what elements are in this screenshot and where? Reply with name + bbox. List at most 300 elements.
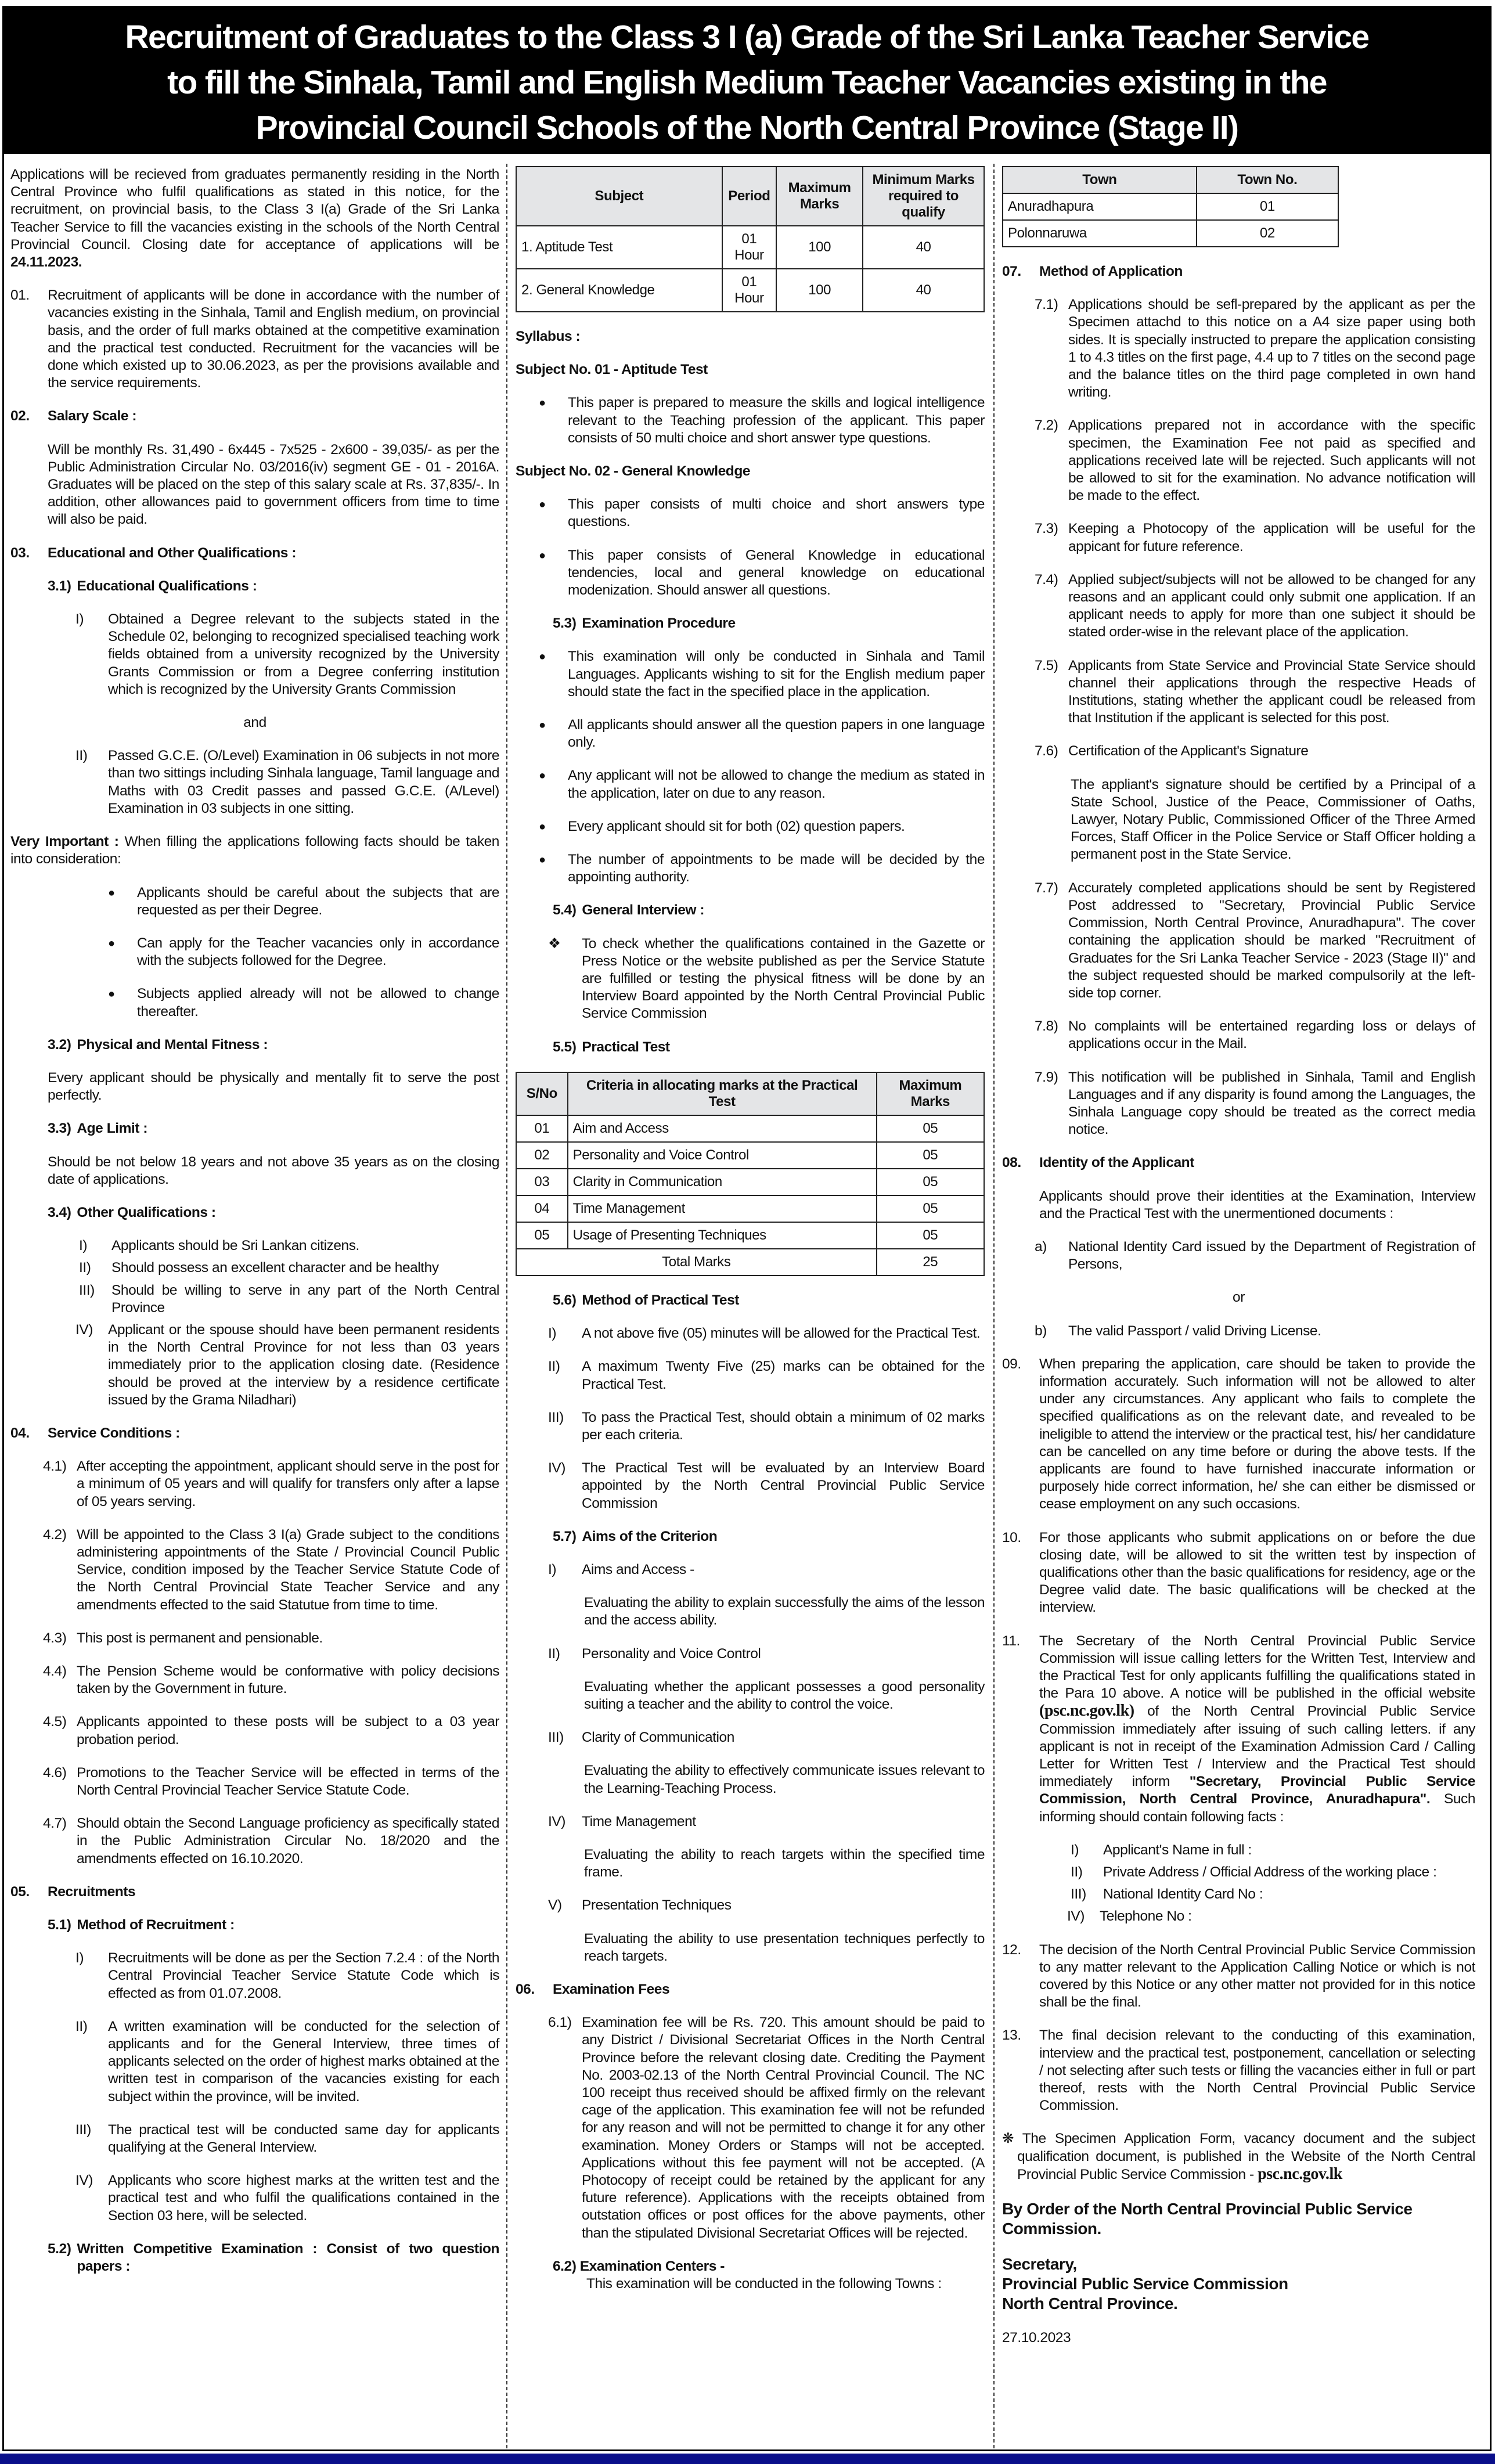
section-heading [10,1425,499,1442]
table-cell: Clarity in Communication [568,1169,877,1195]
table-cell: 04 [516,1195,568,1222]
paragraph: Applicants should prove their identities at the Examination, Interview and the Practical Test with the unermentioned documents : [1039,1188,1475,1222]
item-text: The Practical Test will be evaluated by an Interview Board appointed by the North Central Provincial Public Service Commission [582,1460,985,1511]
list-item [516,1325,985,1342]
section-heading: Syllabus : [516,329,581,344]
item-text: When preparing the application, care should be taken to provide the information accurately. Such information will not be allowed to alter under any circumstances. Any applicant who fails to complete the specified qualifications as on the relevant date, and revealed to be ineligible to attend the interview or the practical test, his/ her candidature can be cancelled on any time before or during the above tests. If the applicants are found to have furnished inaccurate information or purposely hide correct information, he/ she can either be dismissed or cease employment on any such occasions. [1039,1356,1475,1512]
table-cell: Personality and Voice Control [568,1142,877,1169]
item-text: Personality and Voice Control [582,1645,761,1662]
list-item [1002,1069,1475,1139]
table-cell: 2. General Knowledge [516,269,722,312]
list-item [516,767,985,802]
item-number: IV) [75,2173,93,2189]
list-item [10,1321,499,1409]
item-number: I) [79,1238,88,1254]
list-item [516,818,985,835]
list-item [10,2018,499,2106]
item-number: 11. [1002,1633,1020,1649]
list-item [10,1282,499,1317]
list-item [1002,1908,1475,1925]
item-text: Obtained a Degree relevant to the subjects stated in the Schedule 02, belonging to recognized specialised teaching work fields obtained from a university recognized by the University Grants Commission or from a Degree conferring institution which is recognized by the University Grants Commission [108,611,499,697]
table-cell: Polonnaruwa [1003,220,1197,247]
item-text: Any applicant will not be allowed to change the medium as stated in the application, later on due to any reason. [568,768,985,801]
footnote [1002,2130,1475,2184]
item-number: 7.8) [1035,1018,1058,1035]
list-item [516,1729,985,1746]
list-item [516,851,985,886]
item-text: Recruitment of applicants will be done in accordance with the number of vacancies existing in the Sinhala, Tamil and English medium, on provincial basis, and the order of full marks obtained at the competitive examination and the practical test conducted. Recruitment for the vacancies will be done which existed up to 30.06.2023, as per the provisions available and the service requirements. [48,287,499,391]
item-text: The number of appointments to be made will be decided by the appointing authority. [568,852,985,885]
table-cell: Usage of Presenting Techniques [568,1222,877,1249]
section-heading [10,1120,499,1137]
paragraph: Every applicant should be physically and mentally fit to serve the post perfectly. [48,1069,499,1104]
item-text: Applicants from State Service and Provincial State Service should channel their applications through the respective Heads of Institutions, stating whether the applicant coudl be released from that Institution if the applicant is selected for this post. [1068,657,1475,726]
item-text: Accurately completed applications should be sent by Registered Post addressed to "Secretary, Provincial Public Service Commission, North Central Province, Anuradhapura". The cover containing the application should be marked "Recruitment of Graduates for the Sri Lanka Teacher Service - 2023 (Stage II)" and the subject requested should be marked compulsorily at the left-side top corner. [1068,880,1475,1001]
table-row [516,226,984,269]
item-number: 6.2) [553,2258,577,2274]
list-item [10,1259,499,1277]
item-number: 7.1) [1035,297,1058,313]
list-item [1002,1886,1475,1903]
item-text: Identity of the Applicant [1039,1155,1194,1171]
paragraph: and [243,715,266,731]
item-number: III) [75,2121,91,2138]
list-item [1002,520,1475,555]
text-run: ❋ The Specimen Application Form, vacancy document and the subject qualification document, is published in the Website of the North Central Provincial Public Service Commission - [1002,2131,1475,2182]
item-number: 12. [1002,1941,1021,1958]
bullet-icon: ● [539,853,546,867]
section-heading [10,1917,499,1934]
item-number: 01. [10,287,30,304]
list-item [1002,417,1475,505]
item-number: 4.3) [43,1630,67,1646]
column-header: Town No. [1197,167,1338,193]
item-number: III) [1071,1886,1086,1903]
item-number: 06. [516,1981,535,1997]
table-cell: 01 [516,1115,568,1142]
list-item [516,2014,985,2242]
paragraph: The appliant's signature should be certified by a Principal of a State School, Justice of the Peace, Commissioner of Oaths, Lawyer, Notary Public, Commissioned Officer of the Three Armed Forces, Staff Officer in the Police Service or Staff Officer holding a permanent post in the State Service. [1071,776,1475,863]
text-run: The Secretary of the North Central Provincial Public Service Commission will issue calling letters for the Written Test, Interview and the Practical Test for only applicants fulfilling the qualifications stated in the Para 10 above. A notice will be published in the official website [1039,1633,1475,1702]
table-cell: 100 [776,269,863,312]
item-text: This paper consists of General Knowledge in educational tendencies, local and general knowledge on educational modenization. Should answer all questions. [568,547,985,599]
paragraph: or [1233,1289,1245,1306]
exam-towns-table [1002,166,1475,247]
item-number: I) [1071,1842,1079,1858]
item-text: Time Management [582,1813,696,1829]
bullet-icon: ● [539,719,546,732]
item-number: 5.4) [553,902,577,918]
item-text: The decision of the North Central Provincial Public Service Commission to any matter relevant to the Application Calling Notice or which is not covered by this Notice or any other matter not provided for in this notice shall be the final. [1039,1941,1475,2011]
item-number: 7.4) [1035,571,1058,588]
text-run: 24.11.2023. [10,254,82,271]
item-text: Aims of the Criterion [582,1528,718,1544]
item-number: 08. [1002,1155,1021,1171]
list-item [10,2172,499,2225]
item-text: Age Limit : [77,1121,148,1137]
item-number: II) [548,1645,560,1662]
table-cell: 100 [776,226,863,269]
item-number: II) [75,2018,88,2034]
item-number: II) [79,1260,91,1276]
item-text: Applicant or the spouse should have been permanent residents in the North Central Province for not less than 03 years immediately prior to the application closing date. (Residence should be proved at the interview by a residence certificate issued by the Grama Niladhari) [108,1321,499,1408]
item-number: IV) [75,1321,93,1338]
list-item [1002,1633,1475,1826]
item-text: No complaints will be entertained regarding loss or delays of applications occur in the Mail. [1068,1018,1475,1052]
item-number: III) [548,1730,564,1746]
item-number: IV) [548,1460,565,1476]
item-number: 02. [10,408,30,424]
list-item [1002,2027,1475,2114]
middle-column [516,166,985,2308]
bullet-icon: ● [539,397,546,410]
list-item [1002,657,1475,727]
item-text: Applicants who score highest marks at the written test and the practical test and who fulfil the qualifications contained in the Section 03 here, will be selected. [108,2173,499,2224]
item-number: 04. [10,1425,30,1441]
table-cell: 03 [516,1169,568,1195]
section-heading [10,1883,499,1901]
table-cell: 1. Aptitude Test [516,226,722,269]
table-header-row [516,1072,984,1115]
section-heading [10,578,499,595]
item-text: Educational Qualifications : [77,578,257,594]
signature-block: Secretary, Provincial Public Service Commission North Central Province. [1002,2255,1288,2313]
list-item [516,1645,985,1663]
section-heading [516,902,985,919]
list-item [1002,1864,1475,1881]
item-text: Method of Practical Test [582,1292,739,1308]
section-heading: Subject No. 02 - General Knowledge [516,463,751,480]
item-text: After accepting the appointment, applicant should serve in the post for a minimum of 05 years and will qualify for transfers only after a lapse of 05 years serving. [77,1458,499,1510]
column-header: Town [1003,167,1197,193]
list-item [1002,296,1475,401]
heading-line [553,2258,985,2275]
item-text: Certification of the Applicant's Signature [1068,743,1309,759]
item-text [1039,1633,1475,1826]
column-header: Criteria in allocating marks at the Practical Test [568,1072,877,1115]
table-cell: Aim and Access [568,1115,877,1142]
bullet-icon: ● [539,769,546,783]
item-number: 7.9) [1035,1069,1058,1085]
table-cell: 05 [877,1115,984,1142]
item-number: 7.7) [1035,880,1058,896]
section-heading [1002,263,1475,280]
column-header: S/No [516,1072,568,1115]
table [1002,166,1339,247]
item-number: ❖ [548,935,561,952]
table-row [516,1115,984,1142]
table-row [1003,220,1338,247]
item-text: Should obtain the Second Language proficiency as specifically stated in the Public Administration Circular No. 18/2020 and the amendments effected on 16.10.2020. [77,1815,499,1867]
table-cell: 05 [877,1142,984,1169]
table-cell: 01 Hour [722,226,777,269]
item-text: All applicants should answer all the question papers in one language only. [568,717,985,751]
list-item [1002,880,1475,1002]
column-header: Period [722,167,777,226]
list-item [10,935,499,970]
item-number: 4.7) [43,1815,67,1832]
section-heading: Subject No. 01 - Aptitude Test [516,362,708,378]
item-text: Will be appointed to the Class 3 I(a) Grade subject to the conditions administering appointments of the State / Provincial Council Public Service, condition imposed by the Teacher Service Statute Code of the North Central Provincial State Teacher Service and any amendments effected to the said Statutue from time to time. [77,1526,499,1613]
item-number: II) [548,1359,560,1375]
item-number: 3.3) [48,1121,71,1137]
text-run: "Secretary, Provincial Public Service Commission, North Central Province, Anuradhapura". [1039,1774,1476,1807]
item-number: b) [1035,1323,1047,1339]
table-cell: 40 [863,269,984,312]
column-header: Maximum Marks [877,1072,984,1115]
title-line: Provincial Council Schools of the North Central Province (Stage II) [255,109,1238,146]
list-item [516,496,985,531]
table [516,166,985,312]
paragraph: 27.10.2023 [1002,2330,1071,2346]
list-item [10,1815,499,1868]
item-text: Applied subject/subjects will not be allowed to be changed for any reasons and an applicant could only submit one application. If an applicant needs to apply for more than one subject it should be stated order-wise in the relevant place of the application. [1068,571,1475,640]
bullet-icon: ● [108,988,115,1001]
text-run: Very Important : [10,834,119,850]
item-text: Written Competitive Examination : Consist of two question papers : [77,2240,499,2275]
item-text: Every applicant should sit for both (02) question papers. [568,818,905,834]
item-text: Subjects applied already will not be allowed to change thereafter. [137,986,499,1020]
item-number: 07. [1002,264,1021,279]
item-number: 5.3) [553,615,577,632]
list-item [10,1526,499,1614]
list-item [516,935,985,1023]
section-heading [10,2240,499,2275]
item-text: Examination Procedure [582,615,736,632]
item-text: Other Qualifications : [77,1204,216,1220]
item-number: 05. [10,1883,30,1900]
table-cell: 05 [877,1222,984,1249]
table-cell: 01 [1197,193,1338,220]
item-number: 7.2) [1035,417,1058,434]
table-header-row [516,167,984,226]
item-number: 5.6) [553,1292,577,1308]
section-heading [516,1981,985,1998]
item-number: 10. [1002,1529,1021,1546]
list-item [10,287,499,392]
list-item [10,1663,499,1698]
section-heading [516,1039,985,1056]
list-item [516,1813,985,1831]
item-number: I) [548,1561,557,1577]
column-divider [993,164,995,2448]
table-cell: 02 [516,1142,568,1169]
item-text: Applicant's Name in full : [1103,1842,1252,1858]
item-text: Keeping a Photocopy of the application will be useful for the appicant for future reference. [1068,521,1475,554]
item-text: Applicants should be Sri Lankan citizens. [111,1238,359,1254]
paragraph [10,166,499,271]
section-heading [10,408,499,425]
list-item [516,716,985,751]
table-row [516,269,984,312]
item-text: Passed G.C.E. (O/Level) Examination in 06 subjects in not more than two sittings including Sinhala language, Tamil language and Maths with 03 Credit passes and passed G.C.E. (A/Level) Examination in 03 subjects in one sitting. [108,748,499,816]
paragraph: Will be monthly Rs. 31,490 - 6x445 - 7x525 - 2x600 - 39,035/- as per the Public Administration Circular No. 03/2016(iv) segment GE - 01 - 2016A. Graduates will be placed on the step of this salary scale at Rs. 37,835/-. In addition, other allowances paid to government officers from time to time will also be paid. [48,441,499,528]
table-row [516,1142,984,1169]
left-column [10,166,499,2291]
item-number: 4.5) [43,1714,67,1730]
section-heading [516,615,985,632]
paragraph: Should be not below 18 years and not above 35 years as on the closing date of applications. [48,1154,499,1187]
list-item [10,1764,499,1799]
item-text: Private Address / Official Address of the working place : [1103,1864,1437,1881]
title-line: to fill the Sinhala, Tamil and English Medium Teacher Vacancies existing in the [167,64,1327,101]
item-text: Method of Application [1039,264,1183,279]
item-number: 3.4) [48,1204,71,1220]
item-number: 7.5) [1035,657,1058,673]
website-link: (psc.nc.gov.lk) [1039,1702,1134,1720]
item-number: V) [548,1897,562,1914]
item-text: This examination will only be conducted in Sinhala and Tamil Languages. Applicants wishing to sit for the English medium paper should state the fact in the specified place in the application. [568,649,985,700]
item-text: National Identity Card issued by the Department of Registration of Persons, [1068,1238,1475,1273]
item-text: The final decision relevant to the conducting of this examination, interview and the practical test, postponement, cancellation or selecting / not selecting after such tests or filling the vacancies either in full or part thereof, rests with the North Central Provincial Public Service Commission. [1039,2027,1475,2114]
item-text: Recruitments will be done as per the Section 7.2.4 : of the North Central Provincial Teacher Service Statute Code which is effected as from 01.07.2008. [108,1950,499,2001]
list-item [1002,1356,1475,1514]
list-item [1002,1842,1475,1859]
table-cell: 01 Hour [722,269,777,312]
paragraph: Evaluating the ability to effectively communicate issues relevant to the Learning-Teaching Process. [584,1763,985,1796]
list-item [516,1358,985,1393]
list-item [10,611,499,698]
column-header: Subject [516,167,722,226]
item-text: General Interview : [582,902,705,918]
practical-test-table [516,1072,985,1276]
table-header-row [1003,167,1338,193]
list-item [10,747,499,817]
section-heading [516,1292,985,1309]
section-heading [10,1204,499,1222]
list-item [10,884,499,919]
list-item [516,394,985,447]
paragraph: Evaluating whether the applicant possesses a good personality suiting a teacher and the ability to control the voice. [584,1678,985,1712]
text-run: When filling the applications following facts should be taken into consideration: [10,834,499,867]
table-cell: 05 [877,1169,984,1195]
item-text: Applications prepared not in accordance with the specific specimen, the Examination Fee not paid as specified and applications received late will be rejected. Such applicants will not be allowed to sit for the examination. No advance notification will be made to the effect. [1068,417,1475,504]
paragraph: Evaluating the ability to explain successfully the aims of the lesson and the access ability. [584,1595,985,1629]
item-text: Examination fee will be Rs. 720. This amount should be paid to any District / Divisional Secretariat Offices in the North Central Province before the relevant closing date. Crediting the Payment No. 2003-02.13 of the North Central Provincial Council. The NC 100 receipt thus received should be affixed firmly on the relevant cage of the application. This examination fee will not be refunded for any reason and will not be permitted to change it for any other examination. Money Orders or Stamps will not be accepted. Applications without this fee payment will not be accepted. (A Photocopy of receipt could be retained by the applicant for any future reference). Applications with the receipts obtained from outstation offices or post offices for the above payments, other than the stipulated Divisional Secretariat Offices will be rejected. [582,2015,985,2241]
exam-papers-table [516,166,985,312]
item-number: III) [79,1282,95,1298]
item-number: 09. [1002,1356,1021,1372]
list-item [1002,1018,1475,1053]
item-text: Service Conditions : [48,1425,180,1441]
item-text: Examination Fees [553,1981,670,1997]
item-text: This post is permanent and pensionable. [77,1630,323,1646]
table [516,1072,985,1276]
right-column [1002,166,1475,2362]
text-run: Applications will be recieved from graduates permanently residing in the North Central Province who fulfil qualifications as stated in this notice, for the recruitment, on provincial basis, to the Class 3 I(a) Grade of the Sri Lanka Teacher Service to fill the vacancies existing in the schools of the North Central Provincial Council. Closing date for acceptance of applications will be [10,167,499,253]
item-number: 13. [1002,2027,1021,2044]
table-cell: 05 [516,1222,568,1249]
list-item [1002,1941,1475,2012]
paragraph: This examination will be conducted in the following Towns : [586,2276,942,2292]
text-run: Such informing should contain following facts : [1039,1791,1475,1825]
item-text: Physical and Mental Fitness : [77,1036,268,1053]
column-divider [506,164,507,2448]
item-text: To check whether the qualifications contained in the Gazette or Press Notice or the website published as per the Service Statute are fulfilled or testing the physical fitness will be done by an Interview Board appointed by the North Central Provincial Public Service Commission [582,935,985,1022]
item-text: Recruitments [48,1883,136,1900]
bullet-icon: ● [539,650,546,664]
total-value: 25 [877,1249,984,1276]
section-heading [516,2258,985,2293]
item-text: A written examination will be conducted for the selection of applicants and for the General Interview, three times of applicants selected on the order of highest marks obtained at the written test in comparison of the vacancies existing for each subject within the province, will be invited. [108,2018,499,2105]
item-number: 5.7) [553,1528,577,1544]
list-item [1002,571,1475,642]
table-cell: Time Management [568,1195,877,1222]
paragraph: Evaluating the ability to reach targets within the specified time frame. [584,1846,985,1881]
bullet-icon: ● [539,498,546,511]
section-heading [10,545,499,562]
list-item [1002,1529,1475,1617]
item-text: Clarity of Communication [582,1730,734,1746]
website-link: psc.nc.gov.lk [1258,2164,1342,2183]
item-number: 7.3) [1035,521,1058,537]
item-text: Aims and Access - [582,1561,694,1577]
item-number: 5.5) [553,1039,577,1055]
item-number: 03. [10,545,30,561]
page-title [4,8,1490,154]
list-item [10,1237,499,1255]
item-text: Practical Test [582,1039,670,1055]
item-text: A maximum Twenty Five (25) marks can be obtained for the Practical Test. [582,1359,985,1392]
bullet-icon: ● [108,936,115,950]
item-text: For those applicants who submit applications on or before the due closing date, will be allowed to sit the written test by inspection of qualifications other than the basic qualifications for residency, age or the Degree valid date. The basic qualifications will be checked at the interview. [1039,1529,1475,1616]
item-number: IV) [548,1813,565,1829]
paragraph: Evaluating the ability to use presentation techniques perfectly to reach targets. [584,1930,985,1964]
item-number: I) [548,1325,557,1342]
item-number: 4.6) [43,1764,67,1781]
item-number: 4.2) [43,1526,67,1543]
item-number: 3.2) [48,1036,71,1053]
item-number: II) [1071,1864,1083,1881]
item-text: A not above five (05) minutes will be allowed for the Practical Test. [582,1325,981,1342]
bullet-icon: ● [539,549,546,562]
list-item [1002,1238,1475,1273]
list-item [1002,1323,1475,1340]
item-text: The valid Passport / valid Driving License. [1068,1323,1321,1339]
table-cell: 02 [1197,220,1338,247]
section-heading [1002,1154,1475,1172]
table-cell: Anuradhapura [1003,193,1197,220]
table-row [516,1195,984,1222]
item-text: To pass the Practical Test, should obtain a minimum of 02 marks per each criteria. [582,1409,985,1443]
list-item [516,648,985,701]
item-text: This paper is prepared to measure the skills and logical intelligence relevant to the Teaching profession of the applicant. This paper consists of 50 multi choice and short answer type questions. [568,395,985,446]
item-number: 6.1) [548,2015,572,2031]
column-header: Minimum Marks required to qualify [863,167,984,226]
item-number: 4.4) [43,1663,67,1679]
item-text: National Identity Card No : [1103,1886,1263,1903]
item-text: This notification will be published in Sinhala, Tamil and English Languages and if any disparity is found among the Languages, the Sinhala Language copy should be treated as the correct media notice. [1068,1069,1475,1138]
item-text: Method of Recruitment : [77,1917,235,1933]
item-text: Applicants should be careful about the subjects that are requested as per their Degree. [137,884,499,918]
item-text: Salary Scale : [48,408,137,424]
list-item [516,1897,985,1914]
item-text: Telephone No : [1100,1908,1192,1925]
item-number: 5.1) [48,1917,71,1933]
list-item [10,985,499,1020]
column-header: Maximum Marks [776,167,863,226]
list-item [516,1409,985,1444]
section-heading [516,1528,985,1546]
title-line: Recruitment of Graduates to the Class 3 I (a) Grade of the Sri Lanka Teacher Service [125,19,1369,56]
item-text: This paper consists of multi choice and short answers type questions. [568,496,985,530]
list-item [10,1458,499,1511]
list-item [1002,743,1475,760]
item-text: Promotions to the Teacher Service will be effected in terms of the North Central Provincial Teacher Service Statute Code. [77,1764,499,1799]
item-text: Applications should be sefl-prepared by the applicant as per the Specimen attachd to this notice on a A4 size paper using both sides. It is specially instructed to prepare the application consisting 1 to 4.3 titles on the first page, 4.4 up to 7 titles on the second page and the balance titles on the third page completed in own hand writing. [1068,297,1475,401]
item-text: Can apply for the Teacher vacancies only in accordance with the subjects followed for the Degree. [137,935,499,969]
total-label: Total Marks [516,1249,877,1276]
